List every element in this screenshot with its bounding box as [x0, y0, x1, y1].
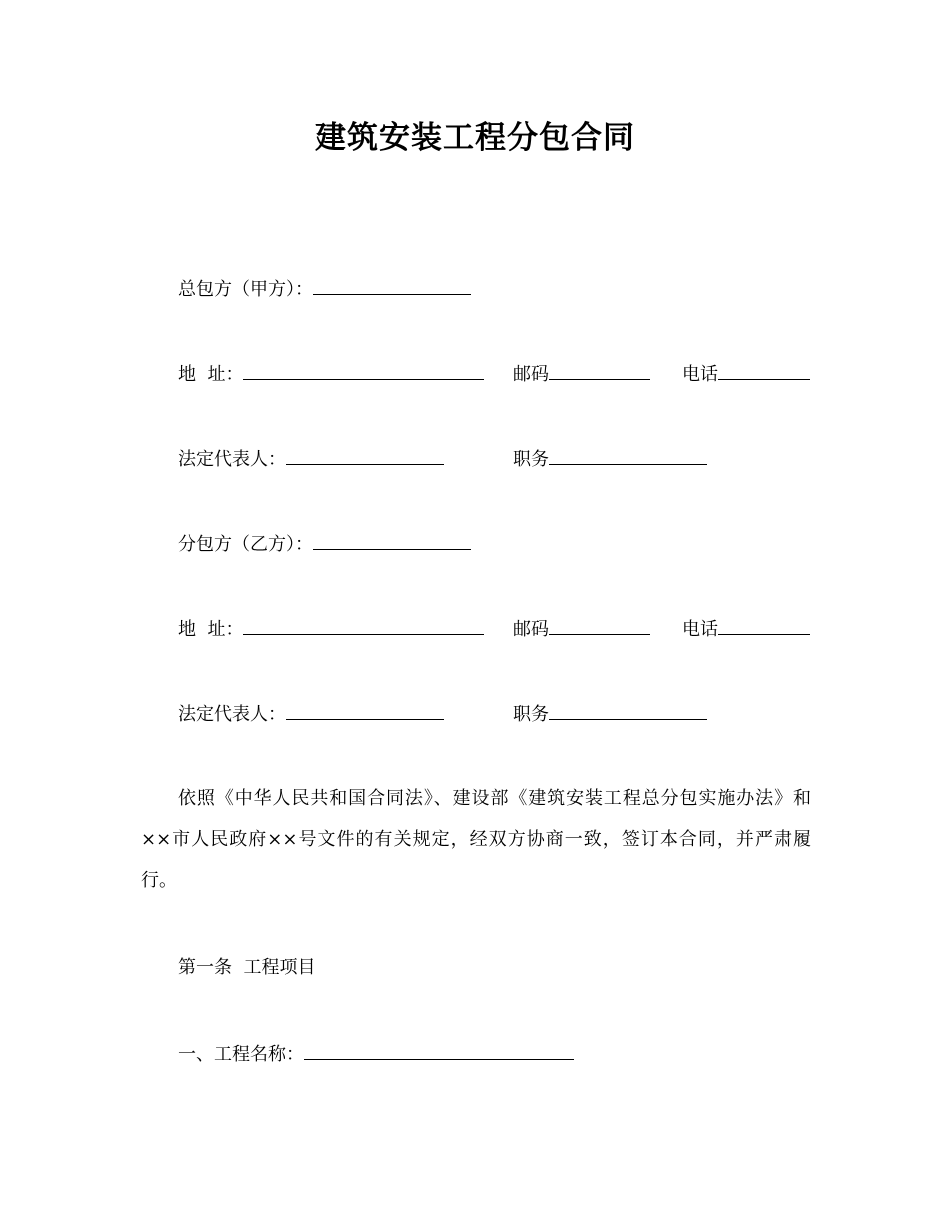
party-a-position-line — [513, 446, 707, 472]
party-a-position-label: 职务 — [513, 449, 549, 470]
party-b-postcode-label: 邮码 — [513, 619, 549, 640]
party-a-line — [178, 276, 471, 302]
party-b-phone-label: 电话 — [682, 619, 718, 640]
party-a-position-blank[interactable] — [549, 446, 707, 465]
party-a-blank[interactable] — [313, 276, 471, 295]
party-b-rep-line — [178, 701, 444, 727]
preamble-paragraph: 依照《中华人民共和国合同法》、建设部《建筑安装工程总分包实施办法》和××市人民政府××号文件的有关规定，经双方协商一致，签订本合同，并严肃履行。 — [141, 788, 811, 891]
party-a-address-label: 地 址： — [178, 364, 244, 385]
party-a-rep-line — [178, 446, 444, 472]
party-b-position-line — [513, 701, 707, 727]
party-a-phone-blank[interactable] — [718, 361, 810, 380]
party-a-address-blank[interactable] — [243, 361, 484, 380]
party-a-postcode-line — [513, 361, 650, 387]
party-a-label: 总包方（甲方）： — [178, 279, 313, 300]
party-b-phone-blank[interactable] — [718, 616, 810, 635]
party-b-rep-blank[interactable] — [286, 701, 444, 720]
party-a-postcode-label: 邮码 — [513, 364, 549, 385]
party-b-address-label: 地 址： — [178, 619, 244, 640]
document-title: 建筑安装工程分包合同 — [315, 120, 635, 156]
party-b-label: 分包方（乙方）： — [178, 534, 313, 555]
party-b-line — [178, 531, 471, 557]
party-a-rep-label: 法定代表人： — [178, 449, 286, 470]
project-name-label: 一、工程名称： — [178, 1044, 304, 1065]
party-a-postcode-blank[interactable] — [549, 361, 650, 380]
party-b-rep-label: 法定代表人： — [178, 704, 286, 725]
party-b-postcode-line — [513, 616, 650, 642]
party-a-rep-blank[interactable] — [286, 446, 444, 465]
party-b-phone-line — [682, 616, 810, 642]
party-b-blank[interactable] — [313, 531, 471, 550]
party-b-address-blank[interactable] — [243, 616, 484, 635]
article-1-heading: 第一条 工程项目 — [178, 957, 316, 978]
party-a-phone-line — [682, 361, 810, 387]
party-b-position-label: 职务 — [513, 704, 549, 725]
party-b-postcode-blank[interactable] — [549, 616, 650, 635]
party-a-phone-label: 电话 — [682, 364, 718, 385]
party-a-address-line — [178, 361, 484, 387]
party-b-position-blank[interactable] — [549, 701, 707, 720]
project-name-blank[interactable] — [304, 1041, 574, 1060]
party-b-address-line — [178, 616, 484, 642]
project-name-line — [178, 1041, 574, 1067]
